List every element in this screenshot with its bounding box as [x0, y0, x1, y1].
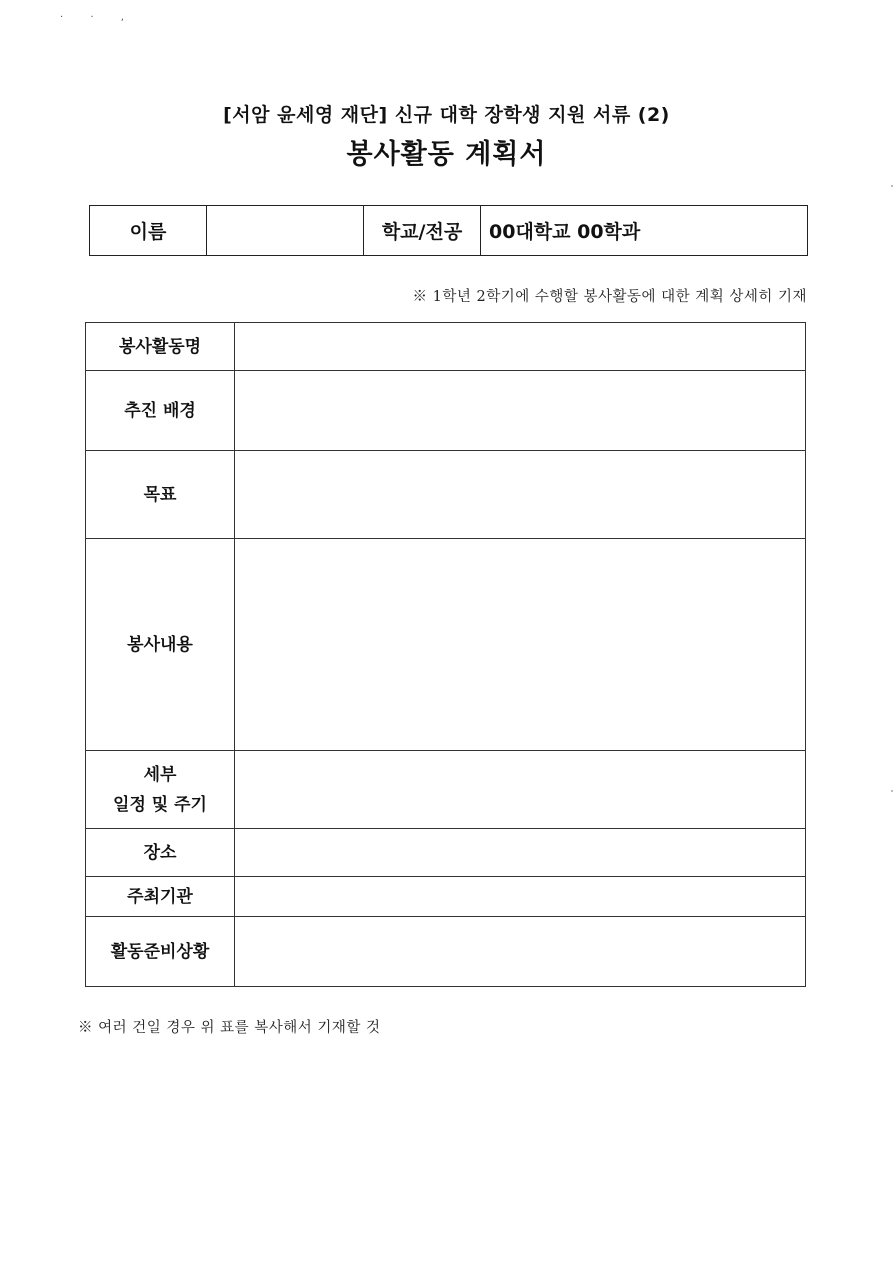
table-row [86, 451, 806, 539]
table-row [86, 751, 806, 829]
organizer-label: 주최기관 [86, 877, 235, 917]
instruction-note: ※ 1학년 2학기에 수행할 봉사활동에 대한 계획 상세히 기재 [412, 289, 807, 305]
scan-artifact: · · , [60, 12, 136, 23]
table-row [86, 539, 806, 751]
applicant-info-table [89, 205, 808, 256]
table-row [86, 917, 806, 987]
organizer-field[interactable] [235, 877, 806, 917]
location-label: 장소 [86, 829, 235, 877]
table-row [86, 829, 806, 877]
copy-table-note: ※ 여러 건일 경우 위 표를 복사해서 기재할 것 [78, 1020, 381, 1036]
preparation-status-field[interactable] [235, 917, 806, 987]
schedule-field[interactable] [235, 751, 806, 829]
activity-content-field[interactable] [235, 539, 806, 751]
schedule-label-line1: 세부 [143, 764, 177, 785]
location-field[interactable] [235, 829, 806, 877]
document-title: 봉사활동 계획서 [346, 139, 547, 170]
schedule-label [86, 751, 235, 829]
table-row [86, 371, 806, 451]
school-major-field[interactable]: 00대학교 00학과 [481, 206, 808, 256]
table-row [86, 323, 806, 371]
activity-name-label: 봉사활동명 [86, 323, 235, 371]
name-label: 이름 [90, 206, 207, 256]
activity-content-label: 봉사내용 [86, 539, 235, 751]
background-field[interactable] [235, 371, 806, 451]
document-subtitle: [서암 윤세영 재단] 신규 대학 장학생 지원 서류 (2) [223, 104, 670, 126]
background-label: 추진 배경 [86, 371, 235, 451]
school-major-label: 학교/전공 [364, 206, 481, 256]
activity-name-field[interactable] [235, 323, 806, 371]
schedule-label-line2: 일정 및 주기 [113, 794, 207, 815]
table-row [86, 877, 806, 917]
volunteer-plan-table [85, 322, 806, 987]
preparation-status-label: 활동준비상황 [86, 917, 235, 987]
goal-label: 목표 [86, 451, 235, 539]
name-field[interactable] [207, 206, 364, 256]
goal-field[interactable] [235, 451, 806, 539]
